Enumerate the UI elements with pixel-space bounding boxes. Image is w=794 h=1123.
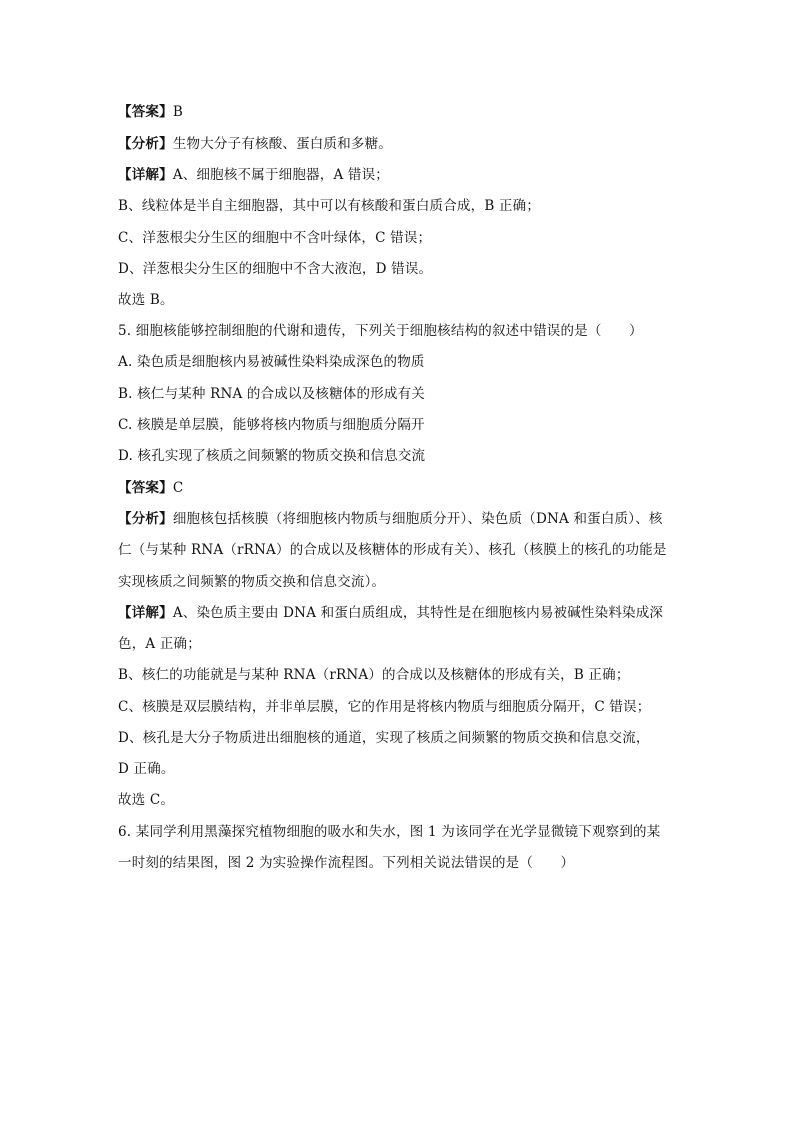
- q5-stem: 5. 细胞核能够控制细胞的代谢和遗传，下列关于细胞核结构的叙述中错误的是（ ）: [118, 323, 643, 339]
- answer-value: B: [172, 104, 183, 120]
- q5-option-b: B. 核仁与某种 RNA 的合成以及核糖体的形成有关: [118, 386, 426, 402]
- q5-analysis-line: 仁（与某种 RNA（rRNA）的合成以及核糖体的形成有关）、核孔（核膜上的核孔的功能是: [118, 542, 667, 558]
- q5-detail-line: 色，A 正确；: [118, 636, 201, 652]
- detail-tag: 【详解】: [118, 605, 173, 621]
- detail-text: A、细胞核不属于细胞器，A 错误；: [172, 167, 390, 183]
- q4-conclusion-line: 故选 B。: [118, 292, 174, 308]
- answer-tag: 【答案】: [118, 480, 173, 496]
- answer-value: C: [172, 480, 184, 496]
- q5-detail-line: C、核膜是双层膜结构，并非单层膜，它的作用是将核内物质与细胞质分隔开，C 错误；: [118, 699, 651, 715]
- q5-detail-line: B、核仁的功能就是与某种 RNA（rRNA）的合成以及核糖体的形成有关，B 正确；: [118, 667, 630, 683]
- q5-answer-line: [118, 478, 183, 498]
- q4-detail-line: C、洋葱根尖分生区的细胞中不含叶绿体，C 错误；: [118, 230, 432, 246]
- q5-analysis-line: 实现核质之间频繁的物质交换和信息交流）。: [118, 574, 386, 590]
- q4-detail-line: [118, 165, 389, 185]
- q5-detail-line: D 正确。: [118, 761, 175, 777]
- q4-analysis-line: [118, 134, 392, 154]
- q4-answer-line: [118, 102, 183, 122]
- analysis-text: 细胞核包括核膜（将细胞核内物质与细胞质分开）、染色质（DNA 和蛋白质）、核: [172, 511, 663, 527]
- q4-detail-line: D、洋葱根尖分生区的细胞中不含大液泡，D 错误。: [118, 261, 433, 277]
- answer-tag: 【答案】: [118, 104, 173, 120]
- detail-text: A、染色质主要由 DNA 和蛋白质组成，其特性是在细胞核内易被碱性染料染成深: [172, 605, 664, 621]
- q6-stem-line: 6. 某同学利用黑藻探究植物细胞的吸水和失水，图 1 为该同学在光学显微镜下观察到的某: [118, 824, 661, 840]
- q5-detail-line: [118, 603, 663, 623]
- q4-detail-line: B、线粒体是半自主细胞器，其中可以有核酸和蛋白质合成，B 正确；: [118, 198, 541, 214]
- detail-tag: 【详解】: [118, 167, 173, 183]
- q5-analysis-line: [118, 509, 663, 529]
- q5-conclusion-line: 故选 C。: [118, 792, 175, 808]
- analysis-tag: 【分析】: [118, 511, 173, 527]
- q5-option-c: C. 核膜是单层膜，能够将核内物质与细胞质分隔开: [118, 417, 425, 433]
- q5-option-d: D. 核孔实现了核质之间频繁的物质交换和信息交流: [118, 448, 426, 464]
- q6-stem-line: 一时刻的结果图，图 2 为实验操作流程图。下列相关说法错误的是（ ）: [118, 855, 575, 871]
- analysis-tag: 【分析】: [118, 136, 173, 152]
- analysis-text: 生物大分子有核酸、蛋白质和多糖。: [172, 136, 393, 152]
- q5-detail-line: D、核孔是大分子物质进出细胞核的通道，实现了核质之间频繁的物质交换和信息交流，: [118, 730, 650, 746]
- q5-option-a: A. 染色质是细胞核内易被碱性染料染成深色的物质: [118, 354, 425, 370]
